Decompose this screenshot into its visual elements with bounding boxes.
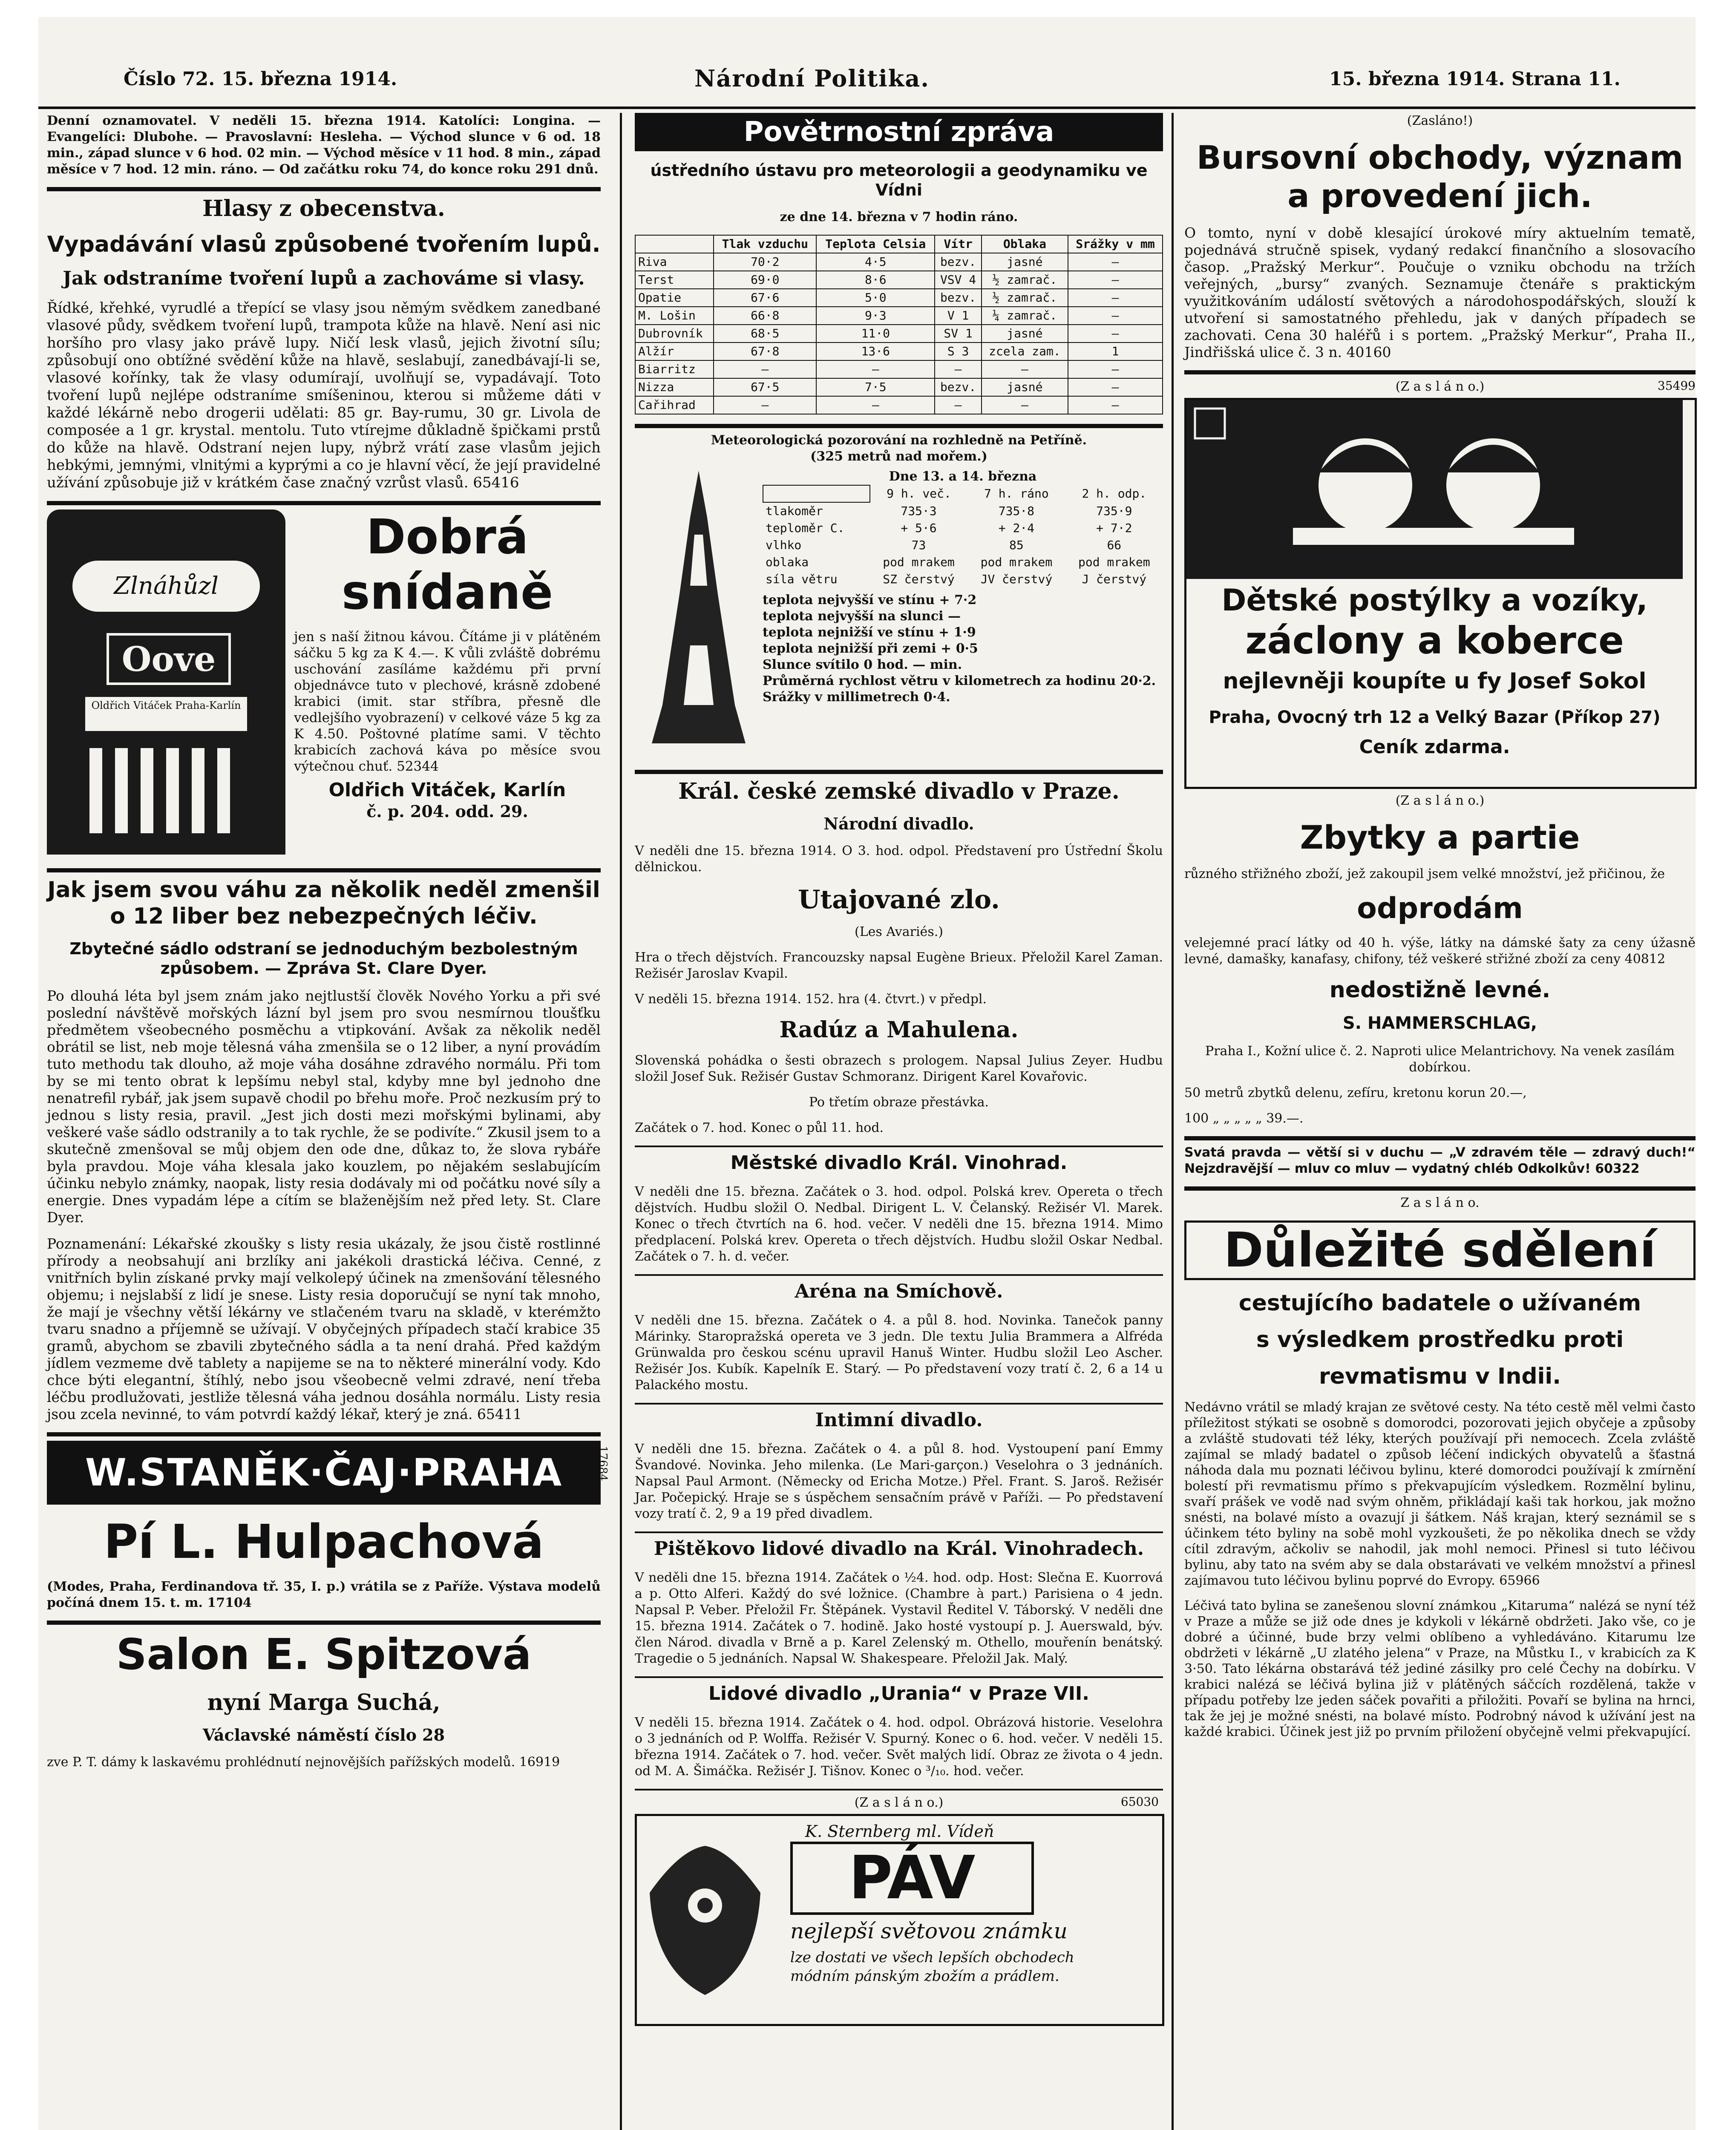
intimni-title: Intimní divadlo. xyxy=(815,1409,983,1431)
table-row xyxy=(763,537,1163,554)
meteo-extra-line: teplota nejnižší při zemi + 0·5 xyxy=(763,641,978,656)
table-cell: — xyxy=(816,360,935,378)
table-cell: jasné xyxy=(982,325,1068,343)
weather-header: Srážky v mm xyxy=(1068,235,1163,253)
meteo-extra-line: teplota nejvyšší ve stínu + 7·2 xyxy=(763,593,977,607)
spitzova-subtitle: nyní Marga Suchá, xyxy=(207,1690,440,1716)
divider xyxy=(47,1432,601,1436)
coffee-tin-label: Oove xyxy=(107,633,231,685)
table-cell: — xyxy=(982,360,1068,378)
table-cell: — xyxy=(714,360,816,378)
table-cell: 73 xyxy=(911,538,926,552)
table-cell: pod mrakem xyxy=(980,555,1053,569)
table-cell: — xyxy=(1068,253,1163,271)
table-cell: 735·3 xyxy=(901,504,937,518)
divider xyxy=(1184,370,1696,374)
newspaper-page xyxy=(38,17,1696,2130)
column-rule xyxy=(1172,113,1174,2130)
column-1 xyxy=(47,113,609,1780)
zbytky-price-1: 50 metrů zbytků delenu, zefíru, kretonu korun 20.—, xyxy=(1184,1085,1527,1100)
hair-headline: Vypadávání vlasů způsobené tvořením lupů. xyxy=(47,232,601,257)
weather-subtitle: ústředního ústavu pro meteorologii a geodynamiku ve Vídni xyxy=(650,161,1148,199)
table-cell: Alžír xyxy=(635,343,714,360)
table-cell: bezv. xyxy=(935,378,981,396)
divider xyxy=(1184,1136,1696,1140)
table-row xyxy=(635,396,1163,414)
table-cell: S 3 xyxy=(935,343,981,360)
divider xyxy=(635,770,1163,774)
table-cell: 7·5 xyxy=(816,378,935,396)
zaslano-label: Z a s l á n o. xyxy=(1400,1195,1480,1210)
weather-header: Teplota Celsia xyxy=(816,235,935,253)
table-cell: 66 xyxy=(1107,538,1122,552)
meteo-table xyxy=(763,485,1163,588)
table-cell: 85 xyxy=(1009,538,1024,552)
table-cell: + 5·6 xyxy=(901,521,937,535)
table-cell: bezv. xyxy=(935,253,981,271)
table-cell: jasné xyxy=(982,253,1068,271)
pav-slogan: nejlepší světovou známku xyxy=(790,1919,1068,1943)
odkolek-ad: Svatá pravda — větší si v duchu — „V zdravém těle — zdravý duch!“ Nejzdravější — mluv co mluv — vydatný chléb Odkolkův! 60322 xyxy=(1184,1145,1696,1176)
national-theatre-text: V neděli dne 15. března 1914. O 3. hod. odpol. Představení pro Ústřední Školu dělnickou. xyxy=(635,843,1163,875)
table-cell: — xyxy=(816,396,935,414)
coffee-tin-stripes xyxy=(89,748,243,833)
zbytky-levne: nedostižně levné. xyxy=(1329,977,1551,1003)
sokol-line-2: záclony a koberce xyxy=(1245,619,1624,662)
sokol-ad xyxy=(1184,379,1696,783)
table-cell: 69·0 xyxy=(714,271,816,289)
petrin-tower-image xyxy=(643,466,754,748)
hulpachova-title: Pí L. Hulpachová xyxy=(104,1514,544,1569)
divider xyxy=(47,868,601,872)
weight-headline: Jak jsem svou váhu za několik neděl zmenšil o 12 liber bez nebezpečných léčiv. xyxy=(47,877,600,929)
weather-title: Povětrnostní zpráva xyxy=(635,113,1163,151)
national-theatre-text4: Slovenská pohádka o šesti obrazech s prologem. Napsal Julius Zeyer. Hudbu složil Josef Suk. Režisér Gustav Schmoranz. Dirigent Karel Kovařovic. xyxy=(635,1053,1163,1084)
divider xyxy=(635,1676,1163,1678)
pav-company: K. Sternberg ml. Vídeň xyxy=(805,1822,994,1841)
table-cell: 68·5 xyxy=(714,325,816,343)
zbytky-odprodam: odprodám xyxy=(1357,892,1523,925)
table-cell: 67·8 xyxy=(714,343,816,360)
spitzova-text: zve P. T. dámy k laskavému prohlédnutí nejnovějších pařížských modelů. 16919 xyxy=(47,1755,560,1770)
table-cell: jasné xyxy=(982,378,1068,396)
table-row xyxy=(635,360,1163,378)
table-cell: bezv. xyxy=(935,289,981,307)
table-cell: 735·9 xyxy=(1096,504,1132,518)
divider xyxy=(635,424,1163,428)
daily-announcement: Denní oznamovatel. V neděli 15. března 1914. Katolíci: Longina. — Evangelíci: Dlubohe. — Pravoslavní: Hesleha. — Východ slunce v 6 od. 18 min., západ slunce v 6 hod. 02 min. — Východ měsíce v 11 hod. 8 min., západ měsíce v 7 hod. 12 min. ráno. — Od začátku roku 74, do konce roku 291 dnů. xyxy=(47,113,601,177)
coffee-ad-address: č. p. 204. odd. 29. xyxy=(366,802,528,821)
table-cell: vlhko xyxy=(766,538,802,552)
pav-brand: PÁV xyxy=(790,1842,1034,1915)
table-cell: + 7·2 xyxy=(1096,521,1132,535)
stanek-tea-ad: W.STANĚK·ČAJ·PRAHA xyxy=(47,1441,601,1505)
meteo-column-header: 7 h. ráno xyxy=(984,486,1049,501)
national-theatre-text3: V neděli 15. března 1914. 152. hra (4. čtvrt.) v předpl. xyxy=(635,992,987,1007)
table-cell: — xyxy=(935,396,981,414)
sokol-line-5: Ceník zdarma. xyxy=(1359,736,1510,758)
weather-header: Oblaka xyxy=(982,235,1068,253)
table-cell: — xyxy=(1068,360,1163,378)
stanek-ad-number: 17684 xyxy=(596,1446,609,1481)
table-cell: — xyxy=(714,396,816,414)
table-cell: — xyxy=(982,396,1068,414)
pav-ad xyxy=(635,1795,1163,2016)
table-cell: oblaka xyxy=(766,555,809,569)
urania-title: Lidové divadlo „Urania“ v Praze VII. xyxy=(708,1683,1090,1704)
meteo-block xyxy=(635,432,1163,760)
zbytky-firm: S. HAMMERSCHLAG, xyxy=(1342,1013,1537,1033)
meteo-extra-line: Srážky v millimetrech 0·4. xyxy=(763,690,950,705)
zbytky-address: Praha I., Kožní ulice č. 2. Naproti ulice Melantrichovy. Na venek zasílám dobírkou. xyxy=(1205,1044,1675,1075)
table-cell: zcela zam. xyxy=(982,343,1068,360)
table-cell: SZ čerstvý xyxy=(883,572,955,586)
table-cell: JV čerstvý xyxy=(980,572,1053,586)
table-cell: Biarritz xyxy=(635,360,714,378)
divider xyxy=(635,1531,1163,1533)
vinohrady-theatre-text: V neděli dne 15. března. Začátek o 3. hod. odpol. Polská krev. Opereta o třech dějstvích. Hudbu složil O. Nedbal. Dirigent L. V. Čelanský. Režisér Vl. Marek. Konec o třech čtvrtích na 6. hod. večer. V neděli dne 15. března 1914. Mimo předplacení. Polská krev. Opereta o třech dějstvích. Hudbu složil Oskar Nedbal. Začátek o 7. h. d. večer. xyxy=(635,1184,1163,1264)
coffee-ad xyxy=(47,509,601,859)
peacock-icon xyxy=(645,1842,765,2003)
masthead: Národní Politika. xyxy=(694,65,930,92)
table-cell: — xyxy=(1068,396,1163,414)
table-row xyxy=(635,307,1163,325)
table-cell: — xyxy=(1068,271,1163,289)
coffee-ad-title: Dobrá snídaně xyxy=(341,509,553,620)
national-theatre-times: Začátek o 7. hod. Konec o půl 11. hod. xyxy=(635,1120,884,1135)
divider xyxy=(47,1621,601,1625)
table-cell: Nizza xyxy=(635,378,714,396)
table-cell: J čerstvý xyxy=(1082,572,1147,586)
pistek-text: V neděli dne 15. března 1914. Začátek o ½4. hod. odp. Host: Slečna E. Kuorrová a p. Otto Alferi. Každý do své ložnice. (Chambre à part.) Parisiena o 4 jedn. Napsal P. Veber. Přeložil Fr. Štěpánek. Vystavil Ředitel V. Táborský. V neděli dne 15. března 1914. Začátek o 7. hodině. Jako hosté vystoupí p. J. Auerswald, býv. člen Národ. divadla v Brně a p. Karel Zelenský m. Othello, mouřenín benátský. Tragedie o 5 jednáních. Napsal W. Shakespeare. Přeložil Jak. Malý. xyxy=(635,1570,1163,1666)
pistek-title: Pištěkovo lidové divadlo na Král. Vinohradech. xyxy=(654,1538,1144,1560)
table-row xyxy=(763,571,1163,588)
table-cell: — xyxy=(1068,289,1163,307)
table-cell: + 2·4 xyxy=(998,521,1035,535)
meteo-extra-line: teplota nejnižší ve stínu + 1·9 xyxy=(763,625,976,640)
arena-title: Aréna na Smíchově. xyxy=(795,1281,1003,1302)
table-cell: Opatie xyxy=(635,289,714,307)
dulezite-sub2: s výsledkem prostředku proti xyxy=(1256,1327,1624,1353)
issue-number: Číslo 72. 15. března 1914. xyxy=(124,68,397,90)
coffee-tin-image xyxy=(47,509,285,855)
table-cell: síla větru xyxy=(766,572,838,586)
weather-header: Tlak vzduchu xyxy=(714,235,816,253)
table-cell: — xyxy=(1068,325,1163,343)
pav-zaslano: (Z a s l á n o.) xyxy=(854,1795,944,1810)
national-theatre-title: Král. české zemské divadlo v Praze. xyxy=(678,778,1120,804)
table-cell: pod mrakem xyxy=(1078,555,1150,569)
zaslano-label: (Z a s l á n o.) xyxy=(1395,793,1485,808)
table-cell: 70·2 xyxy=(714,253,816,271)
divider xyxy=(635,1403,1163,1405)
coffee-tin-maker: Oldřich Vitáček Praha-Karlín xyxy=(85,697,247,731)
table-cell: Cařihrad xyxy=(635,396,714,414)
dulezite-text2: Léčivá tato bylina se zanešenou slovní známkou „Kitaruma“ nalézá se nyní též v Praze a může se již ode dnes je kdykoli v lékárně obdržeti. Jako vše, co je dobré a účinné, bude brzy velmi oblíbeno a vyhledáváno. Kitarumu lze obdržeti v lékárně „U zlatého jelena“ v Praze, na Můstku I., v krabicích za K 3·50. Tato lékárna obstarává též jediné zásilky pro celé Čechy na dobírku. V krabici nalézá se léčivá bylina již v plátěných sáčcích rozdělená, takže v případu potřeby lze jeden sáček povařiti a přiložiti. Povaří se bylina na hrnci, tak že jej je možné snésti, na bolavé místo. Podrobný návod k užívání jest na každé krabici. Účinek jest již po prvním přiložení obyčejně velmi překvapující. xyxy=(1184,1598,1696,1739)
weight-subheadline: Zbytečné sádlo odstraní se jednoduchým bezbolestným způsobem. — Zpráva St. Clare Dyer. xyxy=(69,939,578,978)
national-theatre-play: Utajované zlo. xyxy=(798,885,1000,915)
table-cell: 4·5 xyxy=(816,253,935,271)
table-cell: 5·0 xyxy=(816,289,935,307)
coffee-tin-brand: Zlnáhůzl xyxy=(72,561,260,612)
coffee-ad-text: jen s naší žitnou kávou. Čítáme ji v plátěném sáčku 5 kg za K 4.—. K vůli zvláště dobrému uschování zasíláme každému při první objednávce tuto v plechové, krásně zdobené krabici (imit. star stříbra, přesně dle vedlejšího vyobrazení) v celkové váze 5 kg za K 4.50. Poštovné platíme sami. V těchto krabicích zachová káva po měsíce svou výtečnou chuť. 52344 xyxy=(294,629,601,774)
table-row xyxy=(763,554,1163,571)
meteo-column-header: 2 h. odp. xyxy=(1082,486,1147,501)
table-cell: Riva xyxy=(635,253,714,271)
table-row xyxy=(763,502,1163,520)
page-date: 15. března 1914. Strana 11. xyxy=(1329,68,1621,90)
table-cell: Dubrovník xyxy=(635,325,714,343)
table-cell: 13·6 xyxy=(816,343,935,360)
national-theatre-text2: Hra o třech dějstvích. Francouzsky napsal Eugène Brieux. Přeložil Karel Zaman. Režisér Jaroslav Kvapil. xyxy=(635,950,1163,981)
spitzova-address: Václavské náměstí číslo 28 xyxy=(202,1725,445,1744)
divider xyxy=(1184,1186,1696,1191)
national-theatre-play-sub: (Les Avariés.) xyxy=(855,924,943,939)
table-cell: VSV 4 xyxy=(935,271,981,289)
pav-ad-number: 65030 xyxy=(1120,1795,1159,1809)
meteo-extra-line: Průměrná rychlost větru v kilometrech za hodinu 20·2. xyxy=(763,674,1156,688)
table-cell: 1 xyxy=(1068,343,1163,360)
table-cell: — xyxy=(935,360,981,378)
bursa-title: Bursovní obchody, význam a provedení jich. xyxy=(1196,138,1684,215)
divider xyxy=(635,1274,1163,1276)
zaslano-label: (Zasláno!) xyxy=(1407,113,1473,128)
table-cell: ¼ zamrač. xyxy=(982,307,1068,325)
table-cell: teploměr C. xyxy=(766,521,845,535)
table-cell: — xyxy=(1068,307,1163,325)
dulezite-sub1: cestujícího badatele o užívaném xyxy=(1238,1290,1641,1316)
meteo-subtitle: (325 metrů nad mořem.) xyxy=(810,449,987,464)
zbytky-title: Zbytky a partie xyxy=(1300,818,1580,856)
column-3 xyxy=(1184,113,1696,1749)
sokol-line-1: Dětské postýlky a vozíky, xyxy=(1221,583,1648,618)
arena-text: V neděli dne 15. března. Začátek o 4. a půl 8. hod. Novinka. Tanečok panny Márinky. Staropražská opereta ve 3 jedn. Dle textu Julia Brammera a Alfréda Grünwalda pro českou scénu upravil Hanuš Winter. Hudbu složil Leo Ascher. Režisér Jos. Kubík. Kapelník E. Starý. — Po představení vozy tratí č. 2, 6 a 14 u Palackého mostu. xyxy=(635,1313,1163,1393)
meteo-column-header: 9 h. več. xyxy=(887,486,951,501)
table-cell: 67·5 xyxy=(714,378,816,396)
sokol-line-4: Praha, Ovocný trh 12 a Velký Bazar (Příkop 27) xyxy=(1209,708,1661,727)
table-cell: 8·6 xyxy=(816,271,935,289)
table-row xyxy=(635,378,1163,396)
table-cell: 9·3 xyxy=(816,307,935,325)
hair-section-title: Hlasy z obecenstva. xyxy=(202,196,445,222)
urania-text: V neděli 15. března 1914. Začátek o 4. hod. odpol. Obrázová historie. Veselohra o 3 jednáních od P. Wolffa. Režisér V. Spurný. Konec o 6. hod. večer. V neděli 15. března 1914. Začátek o 7. hod. večer. Svět malých lidí. Obraz ze života o 4 jedn. od M. A. Šimáčka. Režisér J. Tišnov. Konec o ³/₁₀. hod. večer. xyxy=(635,1715,1163,1779)
table-cell: — xyxy=(1068,378,1163,396)
sokol-ad-number: 35499 xyxy=(1657,379,1696,393)
vinohrady-theatre-title: Městské divadlo Král. Vinohrad. xyxy=(730,1152,1068,1174)
hair-subheadline: Jak odstraníme tvoření lupů a zachováme si vlasy. xyxy=(63,268,585,289)
divider xyxy=(47,501,601,505)
weight-article: Po dlouhá léta byl jsem znám jako nejtlustší člověk Nového Yorku a při své poslední návštěvě mořských lázní byl jsem pro svou nesmírnou tloušťku předmětem všeobecného posměchu a vtipkování. Avšak za několik neděl obrátil se list, neb moje tělesná váha zmenšila se o 12 liber, a nyní provádím tuto methodu tak dlouho, až moje váha dosáhne zdravého normálu. Při tom by se mi tento obrat k lepšímu nebyl stal, kdyby mne byl jednoho dne nenatrefil rybář, jak jsem supavě chodil po břehu moře. Proč nezkusím prý to jednou s listy resia, pravil. „Jest jich dosti mezi mořskými bylinami, aby veškeré vaše sádlo odstranily a to tak rychle, že se podivíte.“ Zkusil jsem to a skutečně zmenšoval se můj objem den ode dne, důkaz to, že slova rybáře byla pravdou. Moje váha klesala jako kouzlem, po nějakém seslabujícím účinku nebylo známky, naopak, listy resia dodávaly mi od počátku nové síly a energie. Dnes vypadám lépe a cítím se blaženějším než před lety. St. Clare Dyer. xyxy=(47,987,601,1226)
table-cell: 11·0 xyxy=(816,325,935,343)
national-theatre-text5: Po třetím obraze přestávka. xyxy=(809,1095,989,1110)
national-theatre-play2: Radúz a Mahulena. xyxy=(779,1017,1019,1043)
coffee-ad-signature: Oldřich Vitáček, Karlín xyxy=(328,779,566,801)
table-row xyxy=(635,271,1163,289)
table-cell: ½ zamrač. xyxy=(982,271,1068,289)
running-head xyxy=(38,17,1696,109)
pav-text: lze dostati ve všech lepších obchodech módním pánským zbožím a prádlem. xyxy=(790,1949,1074,1985)
bursa-text: O tomto, nyní v době klesající úrokové míry aktuelním tematě, pojednává stručně spisek, vydaný redakcí finančního a slosovacího časop. „Pražský Merkur“. Poučuje o vzniku obchodu na tržích veřejných, „bursy“ zvaných. Seznamuje čtenáře s praktickým využitkováním událostí světových a národohospodářských, slouží k utvoření si samostatného přehledu, jak v daných případech se zachovati. Cena 30 haléřů i s portem. „Pražský Merkur“, Praha II., Jindřišská ulice č. 3 n. 40160 xyxy=(1184,225,1696,360)
table-cell: Terst xyxy=(635,271,714,289)
national-theatre-sub: Národní divadlo. xyxy=(823,814,974,833)
divider xyxy=(47,187,601,191)
spitzova-title: Salon E. Spitzová xyxy=(116,1629,532,1679)
weather-header xyxy=(635,235,714,253)
table-cell: V 1 xyxy=(935,307,981,325)
column-rule xyxy=(620,113,622,2130)
table-row xyxy=(635,253,1163,271)
hulpachova-text: (Modes, Praha, Ferdinandova tř. 35, I. p.) vrátila se z Paříže. Výstava modelů počíná dnem 15. t. m. 17104 xyxy=(47,1579,601,1610)
divider xyxy=(635,1146,1163,1147)
table-row xyxy=(635,325,1163,343)
table-cell: 67·6 xyxy=(714,289,816,307)
table-cell: pod mrakem xyxy=(883,555,955,569)
sokol-line-3: nejlevněji koupíte u fy Josef Sokol xyxy=(1223,668,1647,694)
column-2 xyxy=(635,113,1163,2026)
zaslano-label: (Z a s l á n o.) xyxy=(1395,379,1485,394)
table-row xyxy=(763,520,1163,537)
zbytky-text2: velejemné prací látky od 40 h. výše, látky na dámské šaty za ceny úžasně levné, damašky, kanafasy, chifony, též veškeré střižné zboží za ceny 40812 xyxy=(1184,935,1696,967)
hair-article: Řídké, křehké, vyrudlé a třepící se vlasy jsou němým svědkem zanedbané vlasové půdy, svědkem tvoření lupů, trampota kůže na hlavě. Není asi nic horšího pro vlasy jako právě lupy. Ničí lesk vlasů, jejich životní sílu; způsobují ono obtížné svědění kůže na hlavě, seslabují, zanedbávají-li se, vlasové kořínky, tak že vlasy odumírají, uvolňují se, vypadávají. Toto tvoření lupů nejlépe odstraníme smíšeninou, kterou si můžeme dáti v každé lékárně nebo drogerii udělati: 85 gr. Bay-rumu, 30 gr. Livola de composée a 1 gr. krystal. mentolu. Tuto vtírejme důkladně špičkami prstů do kůže na hlavě. Odstraní nejen lupy, nýbrž vrátí zase vlasům jejich hebkými, jemnými, vlnitými a kyprými a co je hlavní věcí, že její pravidelné užívání způsobuje již v krátkém čase značný vzrůst vlasů. 65416 xyxy=(47,299,601,491)
meteo-extra-line: teplota nejvyšší na slunci — xyxy=(763,609,961,624)
table-row xyxy=(635,343,1163,360)
weather-table xyxy=(635,235,1163,414)
zbytky-price-2: 100 „ „ „ „ „ 39.—. xyxy=(1184,1111,1304,1126)
meteo-title: Meteorologická pozorování na rozhledně na Petříně. xyxy=(711,433,1087,448)
table-row xyxy=(635,289,1163,307)
intimni-text: V neděli dne 15. března. Začátek o 4. a půl 8. hod. Vystoupení paní Emmy Švandové. Novinka. Jeho milenka. (Le Mari-garçon.) Veselohra o 3 jednáních. Napsal Paul Armont. (Německy od Ericha Motze.) Přel. Frant. S. Jaroš. Režisér Jar. Počepický. Hraje se s úspěchem sensačním právě v Paříži. — Po představení vozy tratí č. 2, 9 a 19 před divadlem. xyxy=(635,1442,1163,1521)
weather-header: Vítr xyxy=(935,235,981,253)
table-cell: M. Lošin xyxy=(635,307,714,325)
meteo-extra-line: Slunce svítilo 0 hod. — min. xyxy=(763,657,962,672)
children-in-cot-image xyxy=(1186,400,1683,579)
zbytky-text: různého střižného zboží, jež zakoupil jsem velké množství, jež přičinou, že xyxy=(1184,866,1665,881)
table-cell: 735·8 xyxy=(998,504,1035,518)
dulezite-sub3: revmatismu v Indii. xyxy=(1319,1364,1561,1389)
weather-date: ze dne 14. března v 7 hodin ráno. xyxy=(780,210,1018,225)
dulezite-title: Důležité sdělení xyxy=(1184,1220,1696,1280)
table-cell: 66·8 xyxy=(714,307,816,325)
table-cell: SV 1 xyxy=(935,325,981,343)
dulezite-text: Nedávno vrátil se mladý krajan ze světové cesty. Na této cestě měl velmi často příležitost stýkati se osobně s domorodci, pozorovati jejich obyčeje a způsoby a zvláště studovati též léky, kterých používají při nemocech. Zcela zvláště zajímal se mladý badatel o způsob léčení indických obyvatelů a šťastná náhoda dala mu poznati léčivou bylinu, které domorodci používají k zmírnění bolestí při revmatismu přímo s překvapujícím výsledkem. Rozmělní bylinu, svaří prášek ve vodě nad svým ohněm, přikládají kaši tak horkou, jak možno snésti, na bolavé místo a ovazují ji šátkem. Náš krajan, který seznámil se s účinkem této byliny na sobě mohl vyzkoušeti, že po několika dnech se vždy cítil zdravým, ačkoliv se nahodil, jak mohl nemoci. Přinesl si tuto léčivou bylinu, aby tato na svém aby se dala obstarávati ve velkém množství a přinesl zajímavou tuto léčivou bylinu poprvé do Evropy. 65966 xyxy=(1184,1400,1696,1588)
table-cell: tlakoměr xyxy=(766,504,823,518)
table-cell: ½ zamrač. xyxy=(982,289,1068,307)
divider xyxy=(635,1789,1163,1790)
weight-note: Poznamenání: Lékařské zkoušky s listy resia ukázaly, že jsou čistě rostlinné přírody a neobsahují ani brzlíky ani jakékoli drastická léčiva. Cenné, z vnitřních bylin získané prvky mají velkolepý účinek na zmenšování tělesného objemu; i nejslabší z lidí je snese. Listy resia doporučují se nyní tak mnoho, že mají je všechny větší lékárny ve stlačeném tvaru na skladě, v kterémžto tvaru snadno a příjemně se užívají. V obyčejných případech stačí krabice 35 gramů, abychom se zbavili zbytečného sádla a ta není drahá. Před každým jídlem vezmeme dvě tablety a napijeme se na to některé minerální vody. Kdo chce býti elegantní, štíhlý, nebo jsou všeobecně velmi zdravé, není třeba léčbu prodlužovati, jestliže tělesná váha jednou dosáhla normálu. Listy resia jsou zcela nevinné, to vám potvrdí každý lékař, který je zná. 65411 xyxy=(47,1235,601,1422)
meteo-date: Dne 13. a 14. března xyxy=(889,469,1037,484)
